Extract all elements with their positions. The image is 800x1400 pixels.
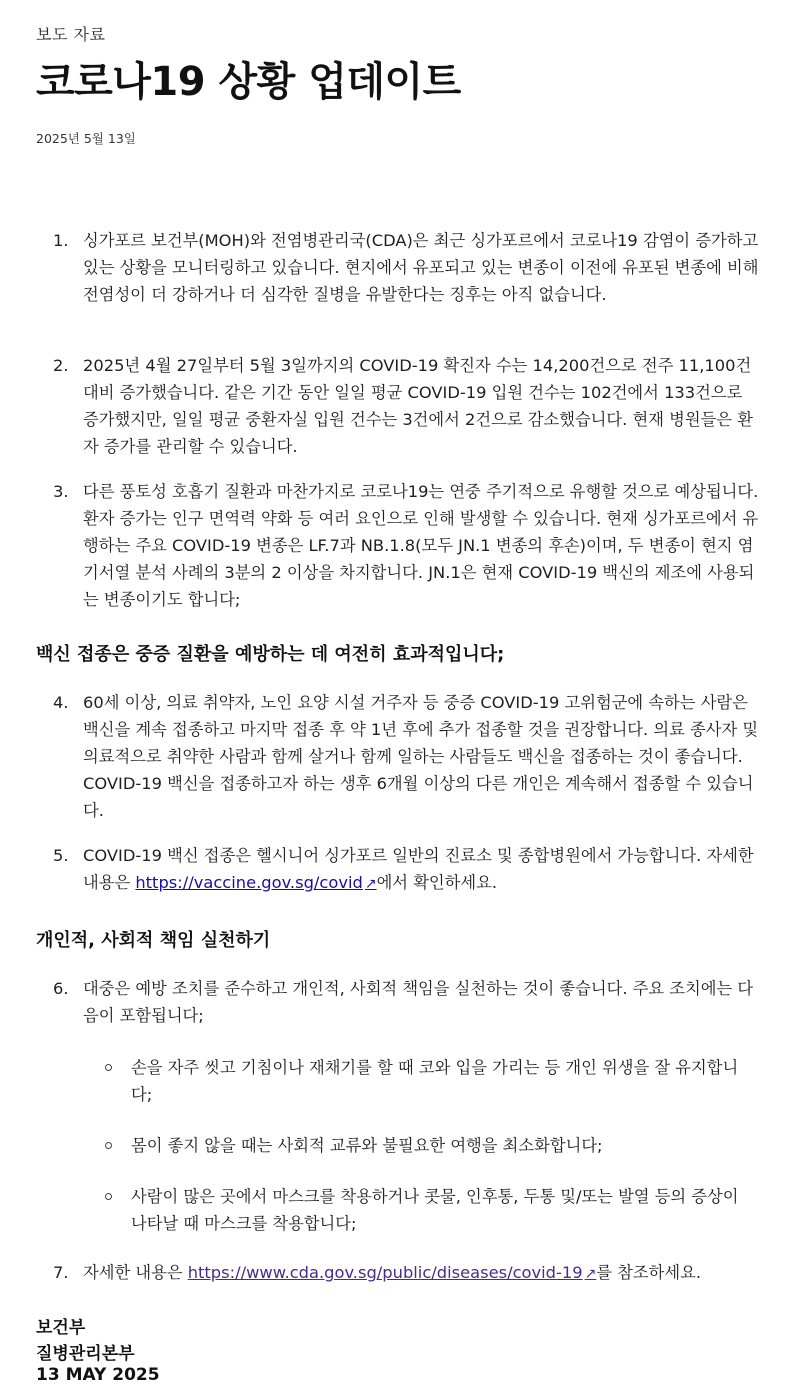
item-text xyxy=(83,1259,761,1288)
section-heading-responsibility: 개인적, 사회적 책임 실천하기 xyxy=(36,930,271,951)
external-link-icon: ↗ xyxy=(584,1266,597,1282)
item-text-before: COVID-19 백신 접종은 헬시니어 싱가포르 일반의 진료소 및 종합병원에서 가능합니다. 자세한 내용은 xyxy=(83,846,754,892)
item-text: 60세 이상, 의료 취약자, 노인 요양 시설 거주자 등 중증 COVID-19 고위험군에 속하는 사람은 백신을 계속 접종하고 마지막 접종 후 약 1년 후에 추가 접종할 것을 권장합니다. 의료 종사자 및 의료적으로 취약한 사람과 함께 살거나 함께 일하는 사람들도 백신을 접종하는 것이 좋습니다. COVID-19 백신을 접종하고자 하는 생후 6개월 이상의 다른 개인은 계속해서 접종할 수 있습니다. xyxy=(83,693,759,820)
bullet-circle-icon xyxy=(105,1142,112,1149)
item-number: 7. xyxy=(53,1263,69,1282)
list-item xyxy=(36,975,761,1029)
item-number: 2. xyxy=(53,356,69,375)
bullet-item xyxy=(36,1054,741,1108)
item-number: 1. xyxy=(53,231,69,250)
bullet-item xyxy=(36,1183,741,1237)
vaccine-link[interactable] xyxy=(135,873,376,892)
list-item xyxy=(36,478,761,613)
cda-link-text[interactable]: https://www.cda.gov.sg/public/diseases/covid-19 xyxy=(187,1263,583,1282)
page-title: 코로나19 상황 업데이트 xyxy=(36,59,461,105)
bullet-circle-icon xyxy=(105,1193,112,1200)
footer-agency: 질병관리본부 xyxy=(36,1344,135,1364)
item-text: 다른 풍토성 호흡기 질환과 마찬가지로 코로나19는 연중 주기적으로 유행할 것으로 예상됩니다. 환자 증가는 인구 면역력 약화 등 여러 요인으로 인해 발생할 수 있습니다. 현재 싱가포르에서 유행하는 주요 COVID-19 변종은 LF.7과 NB.1.8(모두 JN.1 변종의 후손)이며, 두 변종이 현지 염기서열 분석 사례의 3분의 2 이상을 차지합니다. JN.1은 현재 COVID-19 백신의 제조에 사용되는 변종이기도 합니다; xyxy=(83,482,759,609)
bullet-circle-icon xyxy=(105,1064,112,1071)
item-text: 2025년 4월 27일부터 5월 3일까지의 COVID-19 확진자 수는 14,200건으로 전주 11,100건 대비 증가했습니다. 같은 기간 동안 일일 평균 COVID-19 입원 건수는 102건에서 133건으로 증가했지만, 일일 평균 중환자실 입원 건수는 3건에서 2건으로 감소했습니다. 현재 병원들은 환자 증가를 관리할 수 있습니다. xyxy=(83,356,753,456)
list-item xyxy=(36,1259,761,1288)
bullet-item xyxy=(36,1132,741,1159)
release-date: 2025년 5월 13일 xyxy=(36,131,136,146)
item-text: 싱가포르 보건부(MOH)와 전염병관리국(CDA)은 최근 싱가포르에서 코로나19 감염이 증가하고 있는 상황을 모니터링하고 있습니다. 현지에서 유포되고 있는 변종이 이전에 유포된 변종에 비해 전염성이 더 강하거나 더 심각한 질병을 유발한다는 징후는 아직 없습니다. xyxy=(83,231,759,304)
doc-type-label: 보도 자료 xyxy=(36,25,106,44)
list-item xyxy=(36,842,761,898)
list-item xyxy=(36,227,761,308)
item-text xyxy=(83,842,761,898)
bullet-text: 손을 자주 씻고 기침이나 재채기를 할 때 코와 입을 가리는 등 개인 위생을 잘 유지합니다; xyxy=(131,1058,739,1104)
item-number: 5. xyxy=(53,846,69,865)
bullet-text: 몸이 좋지 않을 때는 사회적 교류와 불필요한 여행을 최소화합니다; xyxy=(131,1136,603,1155)
cda-link[interactable] xyxy=(188,1263,597,1282)
section-heading-vaccine: 백신 접종은 중증 질환을 예방하는 데 여전히 효과적입니다; xyxy=(36,644,505,665)
item-text-after: 에서 확인하세요. xyxy=(376,873,498,892)
list-item xyxy=(36,352,761,460)
item-number: 4. xyxy=(53,693,69,712)
vaccine-link-text[interactable]: https://vaccine.gov.sg/covid xyxy=(135,873,363,892)
bullet-text: 사람이 많은 곳에서 마스크를 착용하거나 콧물, 인후통, 두통 및/또는 발열 등의 증상이 나타날 때 마스크를 착용합니다; xyxy=(131,1187,739,1233)
footer-ministry: 보건부 xyxy=(36,1318,86,1338)
item-number: 6. xyxy=(53,979,69,998)
item-text-before: 자세한 내용은 xyxy=(83,1263,188,1282)
item-number: 3. xyxy=(53,482,69,501)
item-text-after: 를 참조하세요. xyxy=(596,1263,702,1282)
item-text: 대중은 예방 조치를 준수하고 개인적, 사회적 책임을 실천하는 것이 좋습니다. 주요 조치에는 다음이 포함됩니다; xyxy=(83,979,754,1025)
external-link-icon: ↗ xyxy=(364,876,377,892)
list-item xyxy=(36,689,761,824)
footer-date: 13 MAY 2025 xyxy=(36,1365,160,1385)
